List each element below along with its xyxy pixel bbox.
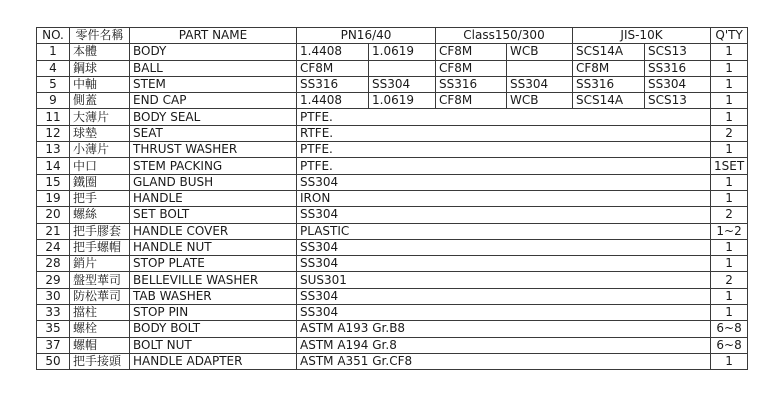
row-qty: 1 xyxy=(711,174,748,190)
row-qty: 1 xyxy=(711,239,748,255)
row-no: 4 xyxy=(37,60,70,76)
row-material: WCB xyxy=(507,44,573,60)
row-qty: 2 xyxy=(711,207,748,223)
row-qty: 1~2 xyxy=(711,223,748,239)
row-no: 20 xyxy=(37,207,70,223)
row-zh-name: 防松華司 xyxy=(70,288,130,304)
row-part-name: BODY xyxy=(130,44,297,60)
row-qty: 1 xyxy=(711,142,748,158)
row-material: ASTM A351 Gr.CF8 xyxy=(297,353,711,369)
row-material: PLASTIC xyxy=(297,223,711,239)
row-zh-name: 側蓋 xyxy=(70,93,130,109)
row-zh-name: 盤型華司 xyxy=(70,272,130,288)
row-material: SCS13 xyxy=(645,44,711,60)
row-part-name: HANDLE ADAPTER xyxy=(130,353,297,369)
row-material: PTFE. xyxy=(297,158,711,174)
header-class: Class150/300 xyxy=(436,28,573,44)
table-row xyxy=(37,190,748,206)
row-no: 29 xyxy=(37,272,70,288)
row-qty: 6~8 xyxy=(711,321,748,337)
row-no: 21 xyxy=(37,223,70,239)
row-zh-name: 本體 xyxy=(70,44,130,60)
row-zh-name: 把手接頭 xyxy=(70,353,130,369)
row-no: 1 xyxy=(37,44,70,60)
row-material: SS316 xyxy=(645,60,711,76)
row-zh-name: 銷片 xyxy=(70,256,130,272)
row-material: SS304 xyxy=(297,174,711,190)
table-row xyxy=(37,174,748,190)
row-no: 24 xyxy=(37,239,70,255)
row-material: SS304 xyxy=(297,305,711,321)
row-material: SS316 xyxy=(573,76,645,92)
table-row xyxy=(37,60,748,76)
table-row xyxy=(37,353,748,369)
row-zh-name: 螺絲 xyxy=(70,207,130,223)
table-row xyxy=(37,239,748,255)
table-row xyxy=(37,76,748,92)
table-row xyxy=(37,288,748,304)
row-no: 5 xyxy=(37,76,70,92)
row-zh-name: 小薄片 xyxy=(70,142,130,158)
row-zh-name: 螺栓 xyxy=(70,321,130,337)
row-material: WCB xyxy=(507,93,573,109)
table-row xyxy=(37,337,748,353)
row-material: 1.4408 xyxy=(297,44,369,60)
header-jis: JIS-10K xyxy=(573,28,711,44)
row-no: 12 xyxy=(37,125,70,141)
row-zh-name: 把手螺帽 xyxy=(70,239,130,255)
header-row xyxy=(37,28,748,44)
row-part-name: BODY SEAL xyxy=(130,109,297,125)
row-qty: 6~8 xyxy=(711,337,748,353)
row-material: 1.0619 xyxy=(369,93,436,109)
row-material: RTFE. xyxy=(297,125,711,141)
row-no: 30 xyxy=(37,288,70,304)
row-part-name: SET BOLT xyxy=(130,207,297,223)
row-material xyxy=(369,60,436,76)
row-no: 28 xyxy=(37,256,70,272)
row-part-name: BELLEVILLE WASHER xyxy=(130,272,297,288)
header-part-name: PART NAME xyxy=(130,28,297,44)
row-zh-name: 把手膠套 xyxy=(70,223,130,239)
row-material: CF8M xyxy=(297,60,369,76)
row-qty: 1 xyxy=(711,353,748,369)
row-part-name: STEM xyxy=(130,76,297,92)
row-part-name: BALL xyxy=(130,60,297,76)
row-no: 19 xyxy=(37,190,70,206)
table-row xyxy=(37,125,748,141)
row-material: SS304 xyxy=(297,288,711,304)
row-part-name: HANDLE xyxy=(130,190,297,206)
row-material: SS304 xyxy=(645,76,711,92)
header-no: NO. xyxy=(37,28,70,44)
row-qty: 2 xyxy=(711,272,748,288)
row-qty: 1SET xyxy=(711,158,748,174)
row-material: CF8M xyxy=(573,60,645,76)
row-zh-name: 大薄片 xyxy=(70,109,130,125)
row-qty: 2 xyxy=(711,125,748,141)
row-qty: 1 xyxy=(711,305,748,321)
row-part-name: BODY BOLT xyxy=(130,321,297,337)
row-zh-name: 鋼球 xyxy=(70,60,130,76)
row-zh-name: 把手 xyxy=(70,190,130,206)
table-row xyxy=(37,256,748,272)
row-material: SCS14A xyxy=(573,93,645,109)
row-material: SS316 xyxy=(436,76,507,92)
table-row xyxy=(37,44,748,60)
table-row xyxy=(37,272,748,288)
row-material: PTFE. xyxy=(297,142,711,158)
row-material: SS316 xyxy=(297,76,369,92)
row-part-name: STOP PLATE xyxy=(130,256,297,272)
row-part-name: END CAP xyxy=(130,93,297,109)
table-row xyxy=(37,321,748,337)
row-material: SS304 xyxy=(297,207,711,223)
header-qty: Q'TY xyxy=(711,28,748,44)
header-pn: PN16/40 xyxy=(297,28,436,44)
row-qty: 1 xyxy=(711,256,748,272)
row-qty: 1 xyxy=(711,93,748,109)
table-row xyxy=(37,223,748,239)
row-zh-name: 鐵圈 xyxy=(70,174,130,190)
row-material: SUS301 xyxy=(297,272,711,288)
row-no: 13 xyxy=(37,142,70,158)
row-material: ASTM A194 Gr.8 xyxy=(297,337,711,353)
row-part-name: SEAT xyxy=(130,125,297,141)
row-part-name: STEM PACKING xyxy=(130,158,297,174)
table-row xyxy=(37,142,748,158)
row-part-name: STOP PIN xyxy=(130,305,297,321)
row-part-name: GLAND BUSH xyxy=(130,174,297,190)
row-material: 1.4408 xyxy=(297,93,369,109)
row-material: 1.0619 xyxy=(369,44,436,60)
row-material: SS304 xyxy=(297,256,711,272)
row-qty: 1 xyxy=(711,76,748,92)
row-zh-name: 螺帽 xyxy=(70,337,130,353)
parts-table xyxy=(36,27,748,370)
table-row xyxy=(37,109,748,125)
row-qty: 1 xyxy=(711,288,748,304)
row-material: SS304 xyxy=(507,76,573,92)
row-qty: 1 xyxy=(711,44,748,60)
row-no: 35 xyxy=(37,321,70,337)
row-material: SCS13 xyxy=(645,93,711,109)
row-part-name: HANDLE NUT xyxy=(130,239,297,255)
table-row xyxy=(37,93,748,109)
row-material: CF8M xyxy=(436,93,507,109)
row-no: 50 xyxy=(37,353,70,369)
table-row xyxy=(37,207,748,223)
row-no: 9 xyxy=(37,93,70,109)
row-material: IRON xyxy=(297,190,711,206)
row-material xyxy=(507,60,573,76)
header-zh-name: 零件名稱 xyxy=(70,28,130,44)
row-zh-name: 擋柱 xyxy=(70,305,130,321)
row-qty: 1 xyxy=(711,60,748,76)
row-part-name: THRUST WASHER xyxy=(130,142,297,158)
row-no: 11 xyxy=(37,109,70,125)
row-qty: 1 xyxy=(711,190,748,206)
row-material: PTFE. xyxy=(297,109,711,125)
row-no: 14 xyxy=(37,158,70,174)
row-material: ASTM A193 Gr.B8 xyxy=(297,321,711,337)
row-material: CF8M xyxy=(436,44,507,60)
row-material: SCS14A xyxy=(573,44,645,60)
row-zh-name: 中口 xyxy=(70,158,130,174)
row-no: 37 xyxy=(37,337,70,353)
row-zh-name: 中軸 xyxy=(70,76,130,92)
parts-list xyxy=(36,27,748,370)
row-material: SS304 xyxy=(297,239,711,255)
row-no: 33 xyxy=(37,305,70,321)
row-material: SS304 xyxy=(369,76,436,92)
row-part-name: HANDLE COVER xyxy=(130,223,297,239)
row-part-name: BOLT NUT xyxy=(130,337,297,353)
row-part-name: TAB WASHER xyxy=(130,288,297,304)
row-material: CF8M xyxy=(436,60,507,76)
row-no: 15 xyxy=(37,174,70,190)
row-qty: 1 xyxy=(711,109,748,125)
table-row xyxy=(37,305,748,321)
row-zh-name: 球墊 xyxy=(70,125,130,141)
table-row xyxy=(37,158,748,174)
